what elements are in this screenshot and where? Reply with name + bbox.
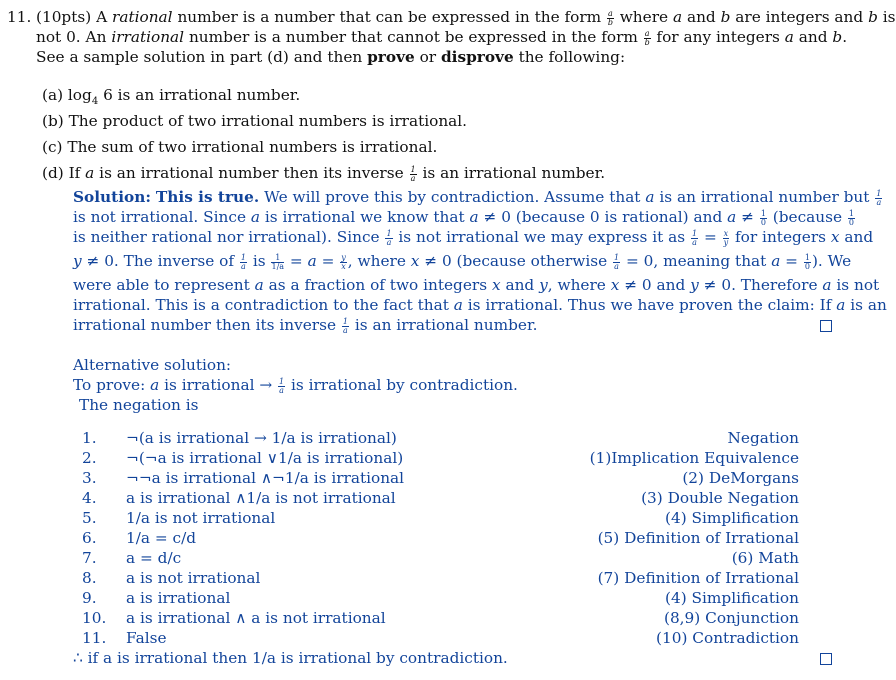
- step-reason: (5) Definition of Irrational: [597, 529, 799, 547]
- step-number: 5.: [82, 509, 97, 527]
- step-statement: False: [126, 629, 167, 647]
- step-number: 7.: [82, 549, 97, 567]
- step-number: 1.: [82, 429, 97, 447]
- alt-conclusion: ∴ if a is irrational then 1/a is irrational by contradiction.: [73, 649, 508, 667]
- step-statement: 1/a is not irrational: [126, 509, 276, 527]
- step-number: 8.: [82, 569, 97, 587]
- part-b: (b) The product of two irrational numbers is irrational.: [42, 112, 468, 130]
- solution-line-3: is neither rational nor irrational). Since $\frac{1}{a}$ is not irrational we may express it as $\frac{1}{a}$ = $\frac{x}{y}$ for integers x and: [73, 228, 874, 247]
- step-reason: (1)Implication Equivalence: [589, 449, 799, 467]
- step-number: 10.: [82, 609, 107, 627]
- step-statement: a is irrational ∧1/a is not irrational: [126, 489, 396, 507]
- step-statement: a is irrational ∧ a is not irrational: [126, 609, 386, 627]
- step-reason: (6) Math: [731, 549, 799, 567]
- solution-line-7: irrational number then its inverse $\frac{1}{a}$ is an irrational number.: [73, 316, 538, 335]
- step-number: 6.: [82, 529, 97, 547]
- step-number: 11.: [82, 629, 107, 647]
- step-number: 3.: [82, 469, 97, 487]
- step-reason: (4) Simplification: [665, 589, 799, 607]
- step-statement: 1/a = c/d: [126, 529, 197, 547]
- part-a: (a) $\log_4 6$ is an irrational number.: [42, 86, 301, 108]
- step-statement: a is not irrational: [126, 569, 261, 587]
- step-statement: ¬¬a is irrational ∧¬1/a is irrational: [126, 469, 405, 487]
- solution-line-1: Solution: This is true. We will prove this by contradiction. Assume that a is an irrational number but $\frac{1}{a}$: [73, 188, 882, 207]
- step-number: 2.: [82, 449, 97, 467]
- step-statement: ¬(a is irrational → 1/a is irrational): [126, 429, 397, 447]
- alt-title: Alternative solution:: [73, 356, 232, 374]
- part-c: (c) The sum of two irrational numbers is irrational.: [42, 138, 438, 156]
- question-line-3: See a sample solution in part (d) and then prove or disprove the following:: [36, 48, 626, 66]
- solution-line-4: y ≠ 0. The inverse of $\frac{1}{a}$ is $\frac{1}{1/a}$ = a = $\frac{y}{x}$ , where x ≠ 0 (because otherwise $\frac{1}{a}$ = 0, meaning that a = $\frac{1}{0}$ ). We: [73, 252, 852, 271]
- part-d: (d) If a is an irrational number then its inverse $\frac{1}{a}$ is an irrational number.: [42, 164, 606, 183]
- step-statement: a = d/c: [126, 549, 182, 567]
- step-statement: ¬(¬a is irrational ∨1/a is irrational): [126, 449, 404, 467]
- step-reason: (8,9) Conjunction: [663, 609, 799, 627]
- alt-prove-line: To prove: a is irrational → $\frac{1}{a}$ is irrational by contradiction.: [73, 376, 518, 395]
- step-reason: (4) Simplification: [665, 509, 799, 527]
- step-reason: (10) Contradiction: [656, 629, 799, 647]
- solution-line-6: irrational. This is a contradiction to the fact that a is irrational. Thus we have proven the claim: If a is an: [73, 296, 887, 314]
- step-statement: a is irrational: [126, 589, 231, 607]
- question-number: 11.: [7, 8, 32, 26]
- question-line-2: not 0. An irrational number is a number that cannot be expressed in the form $\frac{a}{b}$ for any integers a and b.: [36, 28, 848, 47]
- step-reason: Negation: [727, 429, 799, 447]
- question-line-1: (10pts) A rational number is a number that can be expressed in the form $\frac{a}{b}$ where a and b are integers and b is: [36, 8, 896, 27]
- solution-line-5: were able to represent a as a fraction of two integers x and y, where x ≠ 0 and y ≠ 0. Therefore a is not: [73, 276, 880, 294]
- alt-negation-intro: The negation is: [79, 396, 199, 414]
- step-reason: (2) DeMorgans: [682, 469, 799, 487]
- solution-line-2: is not irrational. Since a is irrational we know that a ≠ 0 (because 0 is rational) and a ≠ $\frac{1}{0}$ (because $\frac{1}{0}$: [73, 208, 855, 227]
- qed-box-1: [820, 318, 832, 336]
- qed-box-2: [820, 651, 832, 669]
- step-number: 9.: [82, 589, 97, 607]
- step-reason: (3) Double Negation: [641, 489, 799, 507]
- step-reason: (7) Definition of Irrational: [597, 569, 799, 587]
- step-number: 4.: [82, 489, 97, 507]
